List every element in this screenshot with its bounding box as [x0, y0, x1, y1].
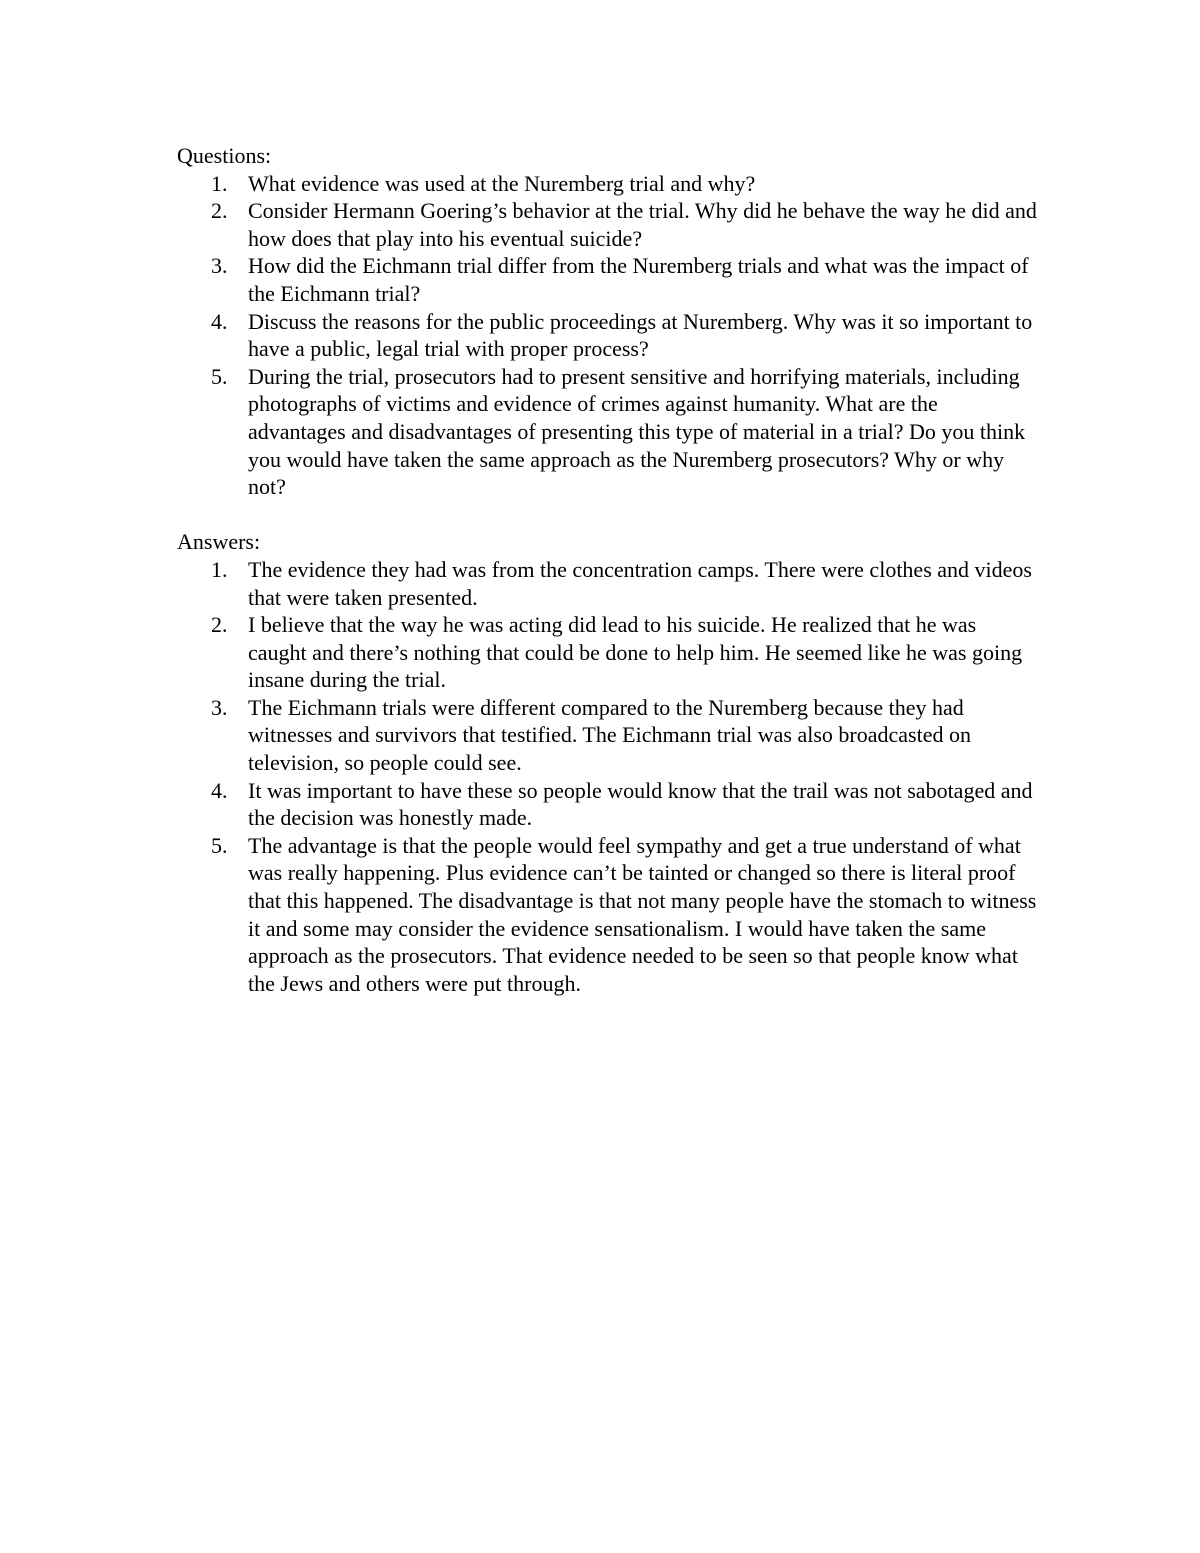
- answer-number: 5.: [211, 832, 228, 858]
- question-text: What evidence was used at the Nuremberg trial and why?: [248, 170, 756, 196]
- answer-text: The Eichmann trials were different compared to the Nuremberg because they had witnesses and survivors that testified. The Eichmann trial was also broadcasted on television, so people could see.: [248, 694, 971, 776]
- question-item: [177, 363, 1037, 501]
- answer-item: [177, 777, 1037, 832]
- answer-number: 3.: [211, 694, 228, 720]
- question-text: Consider Hermann Goering’s behavior at the trial. Why did he behave the way he did and how does that play into his eventual suicide?: [248, 198, 1037, 251]
- answer-text: The evidence they had was from the concentration camps. There were clothes and videos that were taken presented.: [248, 556, 1032, 610]
- question-text: Discuss the reasons for the public proceedings at Nuremberg. Why was it so important to have a public, legal trial with proper process?: [248, 308, 1033, 362]
- question-number: 5.: [211, 363, 228, 389]
- questions-list: [177, 170, 1037, 501]
- question-text: During the trial, prosecutors had to present sensitive and horrifying materials, including photographs of victims and evidence of crimes against humanity. What are the advantages and disadvantages of presenting this type of material in a trial? Do you think you would have taken the same approach as the Nuremberg prosecutors? Why or why not?: [248, 363, 1026, 500]
- question-item: [177, 308, 1037, 363]
- answer-text: It was important to have these so people would know that the trail was not sabotaged and the decision was honestly made.: [248, 777, 1033, 831]
- answer-item: [177, 556, 1037, 611]
- answer-item: [177, 611, 1037, 694]
- question-item: [177, 252, 1037, 307]
- answer-text: I believe that the way he was acting did lead to his suicide. He realized that he was caught and there’s nothing that could be done to help him. He seemed like he was going insane during the trial.: [248, 612, 1023, 693]
- answer-number: 4.: [211, 777, 228, 803]
- question-number: 1.: [211, 170, 228, 196]
- answers-heading: Answers:: [177, 529, 261, 555]
- question-number: 2.: [211, 198, 228, 224]
- answer-item: [177, 694, 1037, 777]
- question-item: [177, 197, 1037, 252]
- question-number: 4.: [211, 308, 228, 334]
- question-number: 3.: [211, 253, 228, 279]
- document-body: [177, 142, 1037, 997]
- question-item: [177, 170, 1037, 198]
- questions-heading: Questions:: [177, 143, 272, 168]
- answer-number: 2.: [211, 612, 228, 638]
- question-text: How did the Eichmann trial differ from the Nuremberg trials and what was the impact of the Eichmann trial?: [248, 253, 1029, 306]
- answer-item: [177, 832, 1037, 998]
- answers-list: [177, 556, 1037, 998]
- answer-number: 1.: [211, 556, 228, 582]
- answer-text: The advantage is that the people would feel sympathy and get a true understand of what was really happening. Plus evidence can’t be tainted or changed so there is literal proof that this happened. The disadvantage is that not many people have the stomach to witness it and some may consider the evidence sensationalism. I would have taken the same approach as the prosecutors. That evidence needed to be seen so that people know what the Jews and others were put through.: [248, 832, 1037, 996]
